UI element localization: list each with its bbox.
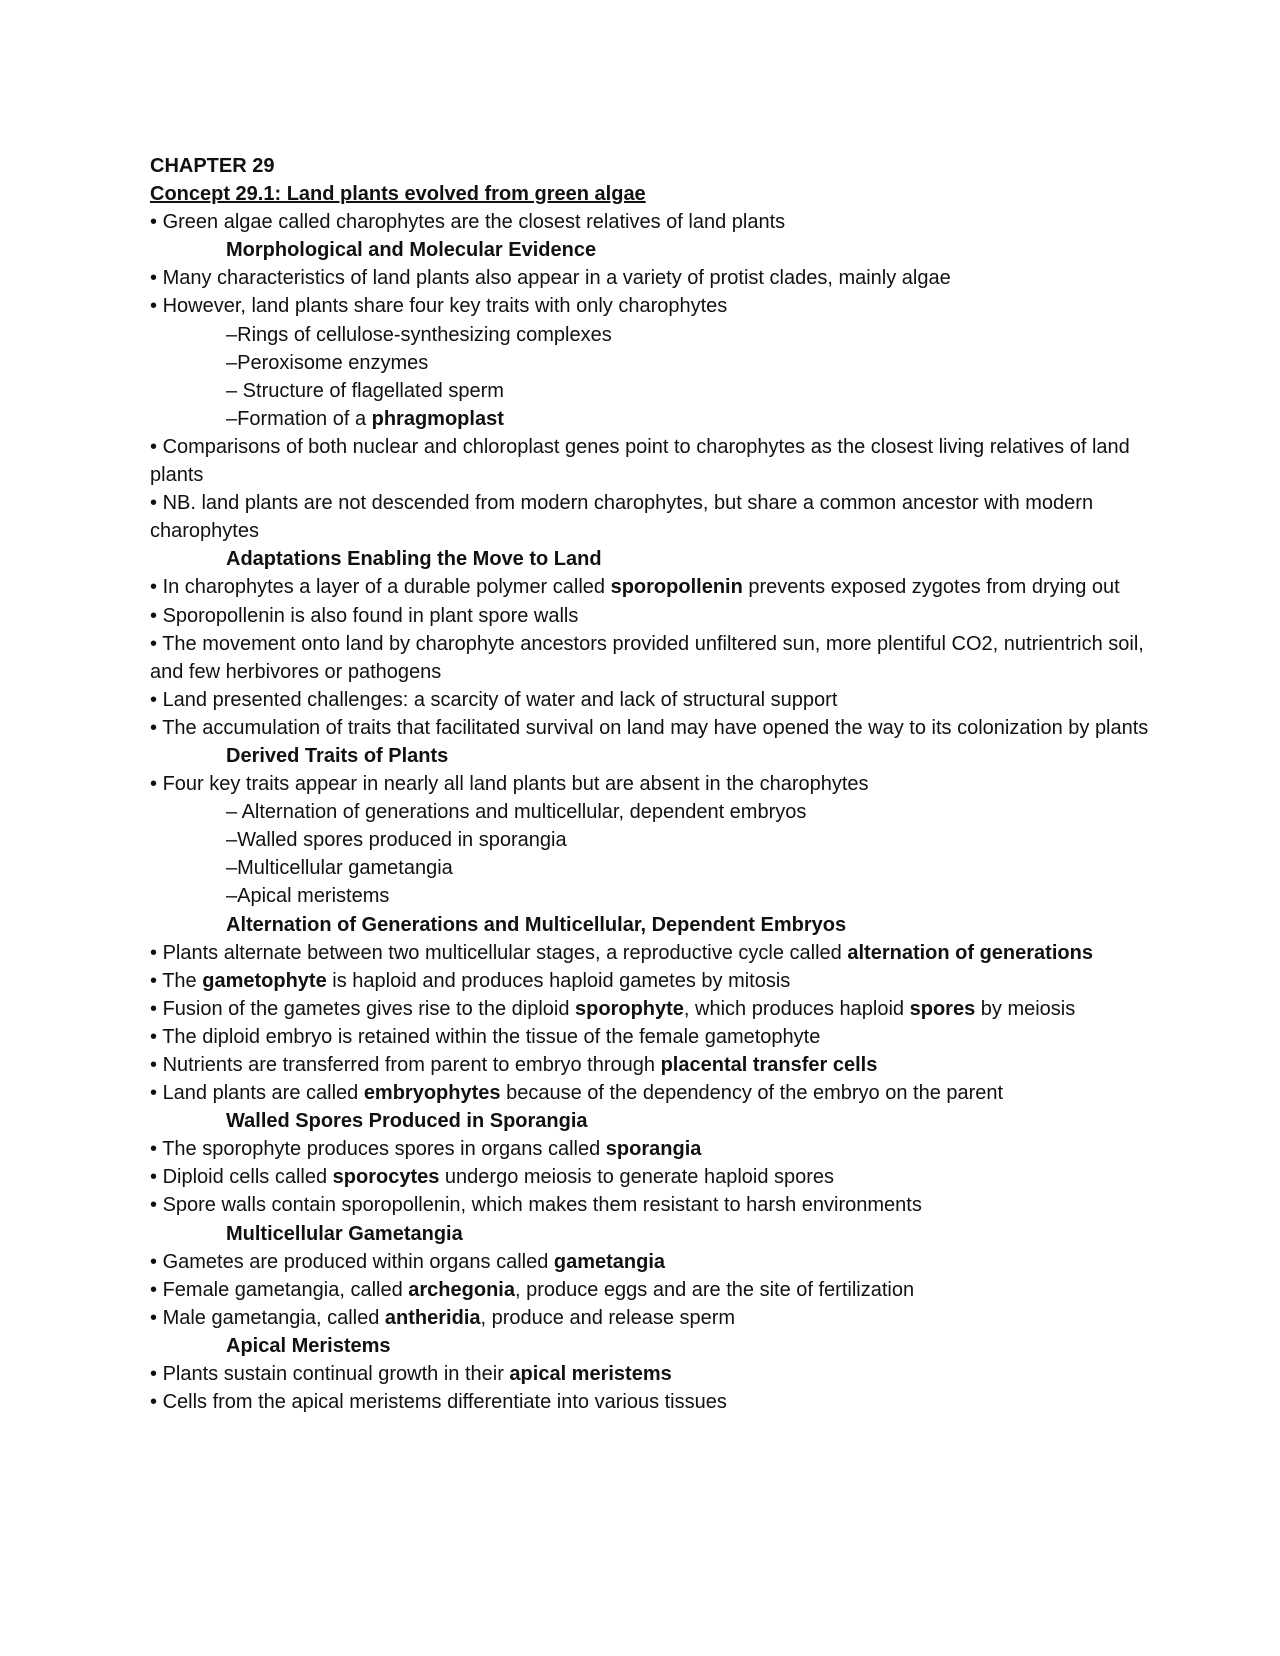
bullet-item <box>150 1135 1150 1163</box>
bullet-item <box>150 1023 1150 1051</box>
sub-list-item <box>150 854 1150 882</box>
bullet-item <box>150 208 1150 236</box>
sub-list-item <box>150 882 1150 910</box>
sub-list-item <box>150 349 1150 377</box>
bullet-item <box>150 1163 1150 1191</box>
bold-term: archegonia <box>408 1278 515 1301</box>
text-run: Four key traits appear in nearly all land plants but are absent in the charophytes <box>162 773 869 796</box>
bullet-icon: • <box>150 1082 163 1105</box>
text-run: The <box>162 969 203 992</box>
bullet-icon: • <box>150 1391 163 1414</box>
bullet-icon: • <box>150 576 163 599</box>
bold-term: Alternation of Generations and Multicellular, Dependent Embryos <box>226 913 847 936</box>
sub-list-item <box>150 377 1150 405</box>
text-run: prevents exposed zygotes from drying out <box>742 576 1120 599</box>
bullet-item <box>150 602 1150 630</box>
text-run: Land plants are called <box>162 1082 364 1105</box>
bullet-icon: • <box>150 1054 163 1076</box>
bold-term: Morphological and Molecular Evidence <box>226 239 597 262</box>
text-run: Nutrients are transferred from parent to embryo through <box>162 1054 661 1076</box>
text-run: Fusion of the gametes gives rise to the diploid <box>162 997 576 1020</box>
text-run: Plants sustain continual growth in their <box>162 1363 510 1386</box>
text-run: , produce eggs and are the site of fertilization <box>514 1278 915 1301</box>
bullet-icon: • <box>150 1025 163 1048</box>
text-run: The movement onto land by charophyte ancestors provided unfiltered sun, more plentiful CO2, nutrientrich soil, and few herbivores or pathogens <box>150 632 1144 683</box>
bullet-icon: • <box>150 1278 163 1301</box>
bullet-item <box>150 714 1150 742</box>
section-heading <box>150 742 1150 770</box>
text-run: Land presented challenges: a scarcity of water and lack of structural support <box>162 688 838 711</box>
bullet-item <box>150 686 1150 714</box>
bold-term: sporocytes <box>332 1166 440 1189</box>
text-run: Gametes are produced within organs called <box>162 1250 554 1273</box>
bold-term: antheridia <box>384 1306 481 1329</box>
bullet-icon: • <box>150 211 163 234</box>
bullet-item <box>150 1191 1150 1219</box>
text-run: Green algae called charophytes are the closest relatives of land plants <box>162 211 786 234</box>
bullet-icon: • <box>150 773 163 796</box>
text-run: –Peroxisome enzymes <box>226 351 429 374</box>
sub-list-item <box>150 826 1150 854</box>
bullet-item <box>150 264 1150 292</box>
bold-term: apical meristems <box>509 1363 672 1386</box>
section-heading <box>150 1332 1150 1360</box>
bullet-item <box>150 1051 1150 1079</box>
document-page <box>150 152 1150 1416</box>
text-run: –Multicellular gametangia <box>226 857 453 880</box>
concept-heading: Concept 29.1: Land plants evolved from green algae <box>150 183 646 206</box>
bullet-icon: • <box>150 1194 163 1217</box>
text-run: NB. land plants are not descended from modern charophytes, but share a common ancestor with modern charophytes <box>150 492 1094 543</box>
bold-term: sporophyte <box>575 997 684 1020</box>
bullet-item <box>150 292 1150 320</box>
bullet-icon: • <box>150 604 163 627</box>
text-run: The accumulation of traits that facilitated survival on land may have opened the way to its colonization by plants <box>162 716 1149 739</box>
text-run: –Formation of a <box>226 407 372 430</box>
text-run: Many characteristics of land plants also appear in a variety of protist clades, mainly algae <box>162 267 951 290</box>
bullet-icon: • <box>150 716 163 739</box>
bold-term: alternation of generations <box>847 941 1093 964</box>
section-heading <box>150 236 1150 264</box>
text-run: Male gametangia, called <box>162 1306 385 1329</box>
text-run: is haploid and produces haploid gametes by mitosis <box>326 969 791 992</box>
bullet-icon: • <box>150 435 163 458</box>
bullet-icon: • <box>150 997 163 1020</box>
bold-term: Walled Spores Produced in Sporangia <box>226 1110 588 1133</box>
bullet-icon: • <box>150 969 163 992</box>
bullet-icon: • <box>150 688 163 711</box>
text-run: –Walled spores produced in sporangia <box>226 829 567 852</box>
sub-list-item <box>150 321 1150 349</box>
bullet-item <box>150 1248 1150 1276</box>
text-run: Female gametangia, called <box>162 1278 409 1301</box>
sub-list-item <box>150 405 1150 433</box>
bold-term: sporopollenin <box>610 576 743 599</box>
bullet-item <box>150 995 1150 1023</box>
bullet-item <box>150 489 1150 545</box>
bullet-item <box>150 630 1150 686</box>
text-run: The diploid embryo is retained within the tissue of the female gametophyte <box>162 1025 821 1048</box>
bold-term: placental transfer cells <box>660 1054 878 1076</box>
section-heading <box>150 545 1150 573</box>
bullet-item <box>150 433 1150 489</box>
bullet-icon: • <box>150 1138 163 1161</box>
bullet-item <box>150 1304 1150 1332</box>
text-run: In charophytes a layer of a durable polymer called <box>162 576 611 599</box>
bullet-item <box>150 1276 1150 1304</box>
text-run: Sporopollenin is also found in plant spore walls <box>162 604 579 627</box>
text-run: Diploid cells called <box>162 1166 333 1189</box>
text-run: –Rings of cellulose-synthesizing complexes <box>226 323 612 346</box>
bullet-item <box>150 939 1150 967</box>
bullet-item <box>150 770 1150 798</box>
bullet-icon: • <box>150 1363 163 1386</box>
bullet-item <box>150 573 1150 601</box>
bold-term: spores <box>909 997 976 1020</box>
text-run: However, land plants share four key traits with only charophytes <box>162 295 728 318</box>
bullet-icon: • <box>150 632 163 655</box>
bold-term: gametophyte <box>202 969 327 992</box>
text-run: Comparisons of both nuclear and chloroplast genes point to charophytes as the closest living relatives of land plants <box>150 435 1130 487</box>
bullet-icon: • <box>150 1306 163 1329</box>
sub-list-item <box>150 798 1150 826</box>
bullet-icon: • <box>150 295 163 318</box>
text-run: Spore walls contain sporopollenin, which makes them resistant to harsh environments <box>162 1194 922 1217</box>
text-run: , which produces haploid <box>683 997 910 1020</box>
bold-term: embryophytes <box>363 1082 501 1105</box>
text-run: by meiosis <box>975 997 1076 1020</box>
bold-term: Multicellular Gametangia <box>226 1222 463 1245</box>
bullet-icon: • <box>150 941 163 964</box>
text-run: –Apical meristems <box>226 885 390 908</box>
text-run: because of the dependency of the embryo on the parent <box>500 1082 1004 1105</box>
text-run: undergo meiosis to generate haploid spores <box>439 1166 835 1189</box>
text-run: – Structure of flagellated sperm <box>226 379 504 402</box>
bold-term: phragmoplast <box>371 407 504 430</box>
bullet-item <box>150 1388 1150 1416</box>
section-heading <box>150 911 1150 939</box>
text-run: Cells from the apical meristems differentiate into various tissues <box>162 1391 727 1414</box>
text-run: Plants alternate between two multicellular stages, a reproductive cycle called <box>162 941 848 964</box>
bullet-icon: • <box>150 267 163 290</box>
bullet-icon: • <box>150 1166 163 1189</box>
bullet-item <box>150 1360 1150 1388</box>
section-heading <box>150 1220 1150 1248</box>
text-run: The sporophyte produces spores in organs called <box>162 1138 606 1161</box>
chapter-title: CHAPTER 29 <box>150 155 275 177</box>
bullet-icon: • <box>150 1250 163 1273</box>
bullet-icon: • <box>150 492 163 515</box>
bullet-item <box>150 967 1150 995</box>
document-body <box>150 208 1150 1416</box>
text-run: , produce and release sperm <box>480 1306 736 1329</box>
bold-term: Adaptations Enabling the Move to Land <box>226 548 602 571</box>
text-run: – Alternation of generations and multicellular, dependent embryos <box>226 801 807 824</box>
bullet-item <box>150 1079 1150 1107</box>
bold-term: Apical Meristems <box>226 1334 391 1357</box>
bold-term: gametangia <box>553 1250 666 1273</box>
bold-term: Derived Traits of Plants <box>226 744 449 767</box>
section-heading <box>150 1107 1150 1135</box>
bold-term: sporangia <box>605 1138 702 1161</box>
